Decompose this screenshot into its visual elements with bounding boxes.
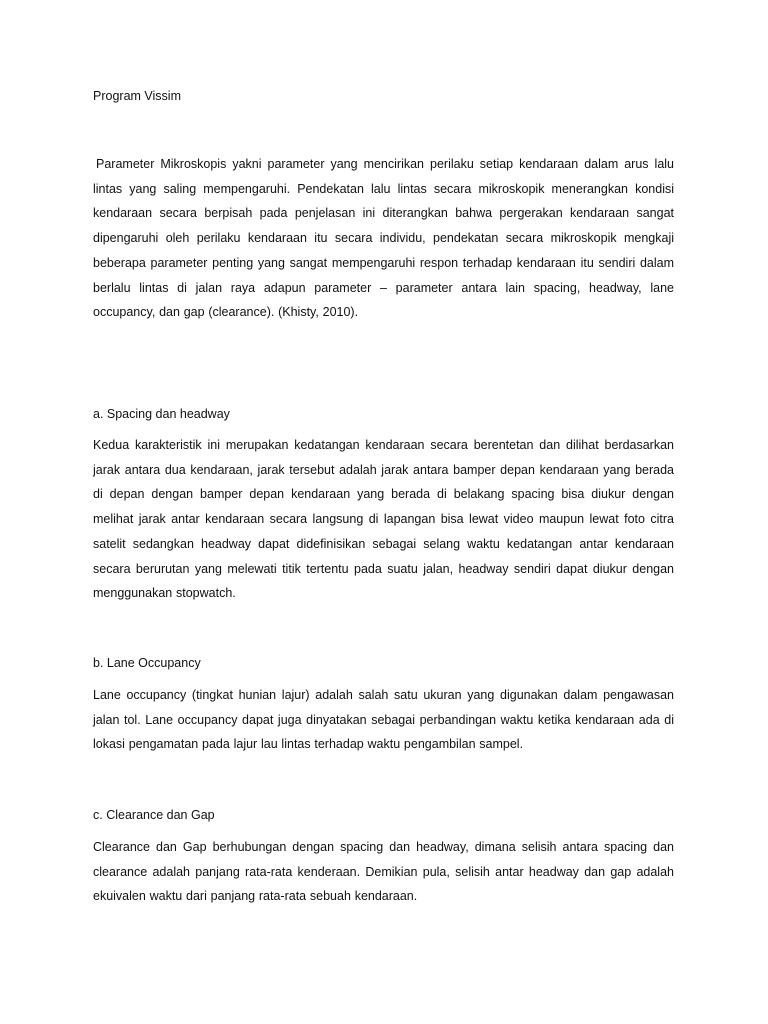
section-heading-clearance-gap: c. Clearance dan Gap — [93, 808, 215, 822]
document-title: Program Vissim — [93, 89, 181, 103]
section-body-spacing-headway: Kedua karakteristik ini merupakan kedatangan kendaraan secara berentetan dan dilihat berdasarkan jarak antara dua kendaraan, jarak tersebut adalah jarak antara bamper depan kendaraan yang berada di depan dengan bamper depan kendaraan yang berada di belakang spacing bisa diukur dengan melihat jarak antar kendaraan secara langsung di lapangan bisa lewat video maupun lewat foto citra satelit sedangkan headway dapat didefinisikan sebagai selang waktu kedatangan antar kendaraan secara berurutan yang melewati titik tertentu pada suatu jalan, headway sendiri dapat diukur dengan menggunakan stopwatch. — [93, 438, 674, 601]
intro-paragraph: Parameter Mikroskopis yakni parameter yang mencirikan perilaku setiap kendaraan dalam arus lalu lintas yang saling mempengaruhi. Pendekatan lalu lintas secara mikroskopik menerangkan kondisi kendaraan secara berpisah pada penjelasan ini diterangkan bahwa pergerakan kendaraan sangat dipengaruhi oleh perilaku kendaraan itu secara individu, pendekatan secara mikroskopik mengkaji beberapa parameter penting yang sangat mempengaruhi respon terhadap kendaraan itu sendiri dalam berlalu lintas di jalan raya adapun parameter – parameter antara lain spacing, headway, lane occupancy, dan gap (clearance). (Khisty, 2010). — [93, 157, 674, 320]
section-body-lane-occupancy: Lane occupancy (tingkat hunian lajur) adalah salah satu ukuran yang digunakan dalam pengawasan jalan tol. Lane occupancy dapat juga dinyatakan sebagai perbandingan waktu ketika kendaraan ada di lokasi pengamatan pada lajur lau lintas terhadap waktu pengambilan sampel. — [93, 688, 674, 752]
section-body-clearance-gap: Clearance dan Gap berhubungan dengan spacing dan headway, dimana selisih antara spacing dan clearance adalah panjang rata-rata kenderaan. Demikian pula, selisih antar headway dan gap adalah ekuivalen waktu dari panjang rata-rata sebuah kendaraan. — [93, 840, 674, 904]
section-heading-spacing-headway: a. Spacing dan headway — [93, 407, 230, 421]
document-page — [93, 0, 674, 1024]
section-heading-lane-occupancy: b. Lane Occupancy — [93, 656, 201, 670]
